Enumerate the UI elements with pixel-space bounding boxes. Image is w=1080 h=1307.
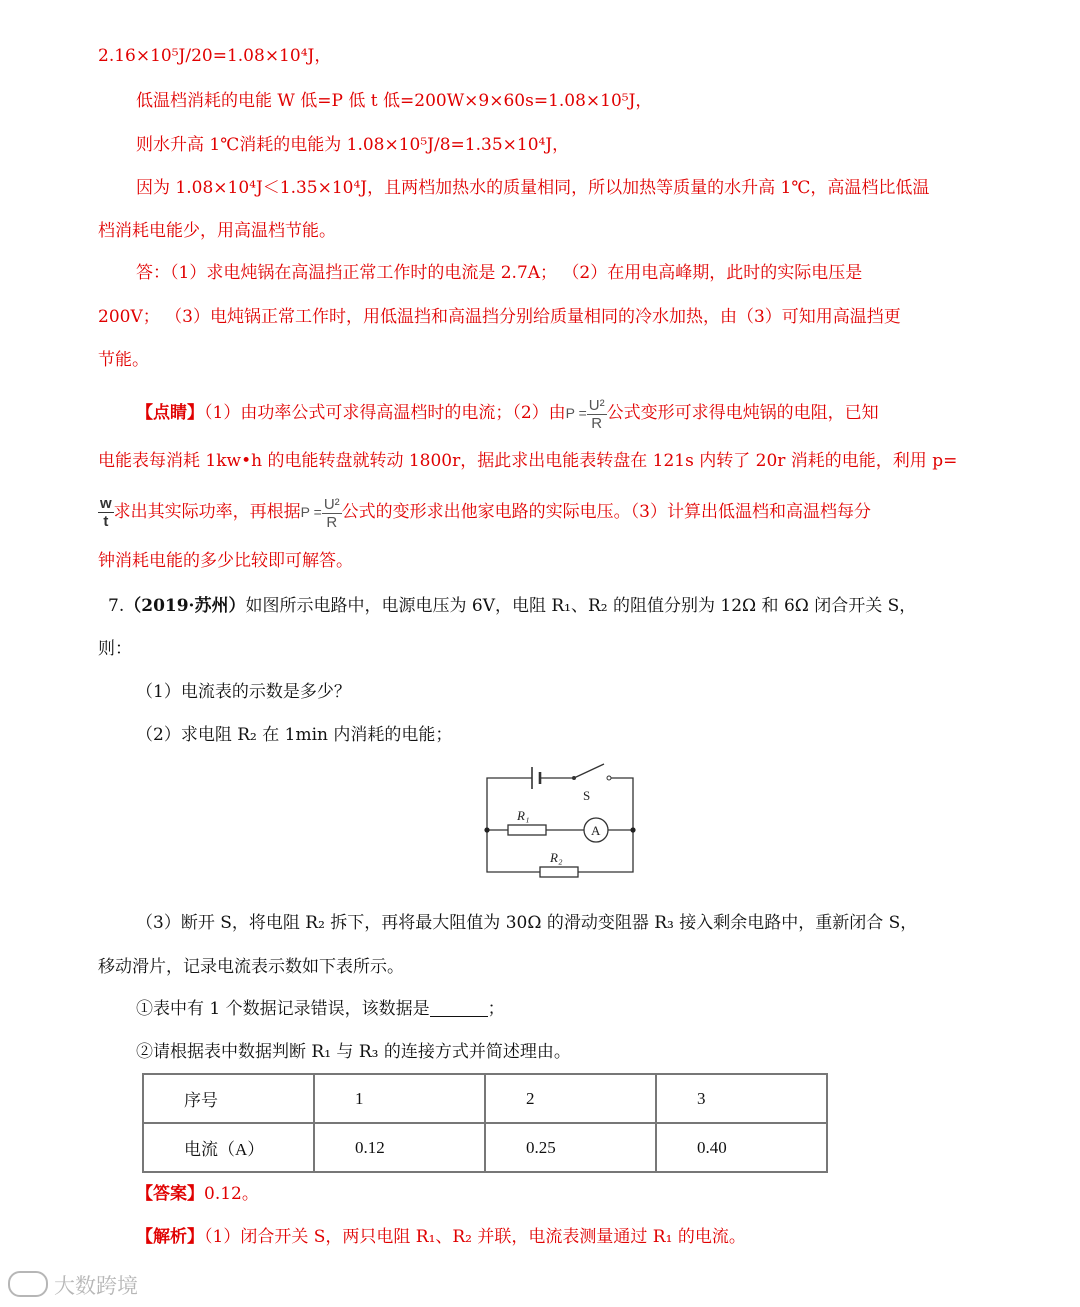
solution-line-1: 2.16×10⁵J/20=1.08×10⁴J， xyxy=(98,46,332,66)
top-wire-right xyxy=(609,778,633,830)
table-cell: 2 xyxy=(485,1074,656,1123)
watermark-logo-icon xyxy=(8,1271,48,1297)
dianjing-line-2: 电能表每消耗 1kw•h 的电能转盘就转动 1800r，据此求出电能表转盘在 121s 内转了 20r 消耗的电能，利用 p= xyxy=(98,451,958,471)
q7-item-2: ②请根据表中数据判断 R₁ 与 R₃ 的连接方式并简述理由。 xyxy=(136,1042,571,1062)
answer-blank xyxy=(430,998,488,1017)
dianjing-text-3b: 公式的变形求出他家电路的实际电压。（3）计算出低温档和高温档每分 xyxy=(341,502,871,522)
dianjing-text-1a: （1）由功率公式可求得高温档时的电流；（2）由 xyxy=(204,403,566,424)
dianjing-line-4: 钟消耗电能的多少比较即可解答。 xyxy=(98,551,353,571)
q7-intro-line-2: 则： xyxy=(98,639,132,659)
junction-left xyxy=(484,827,489,832)
solution-line-4b: 档消耗电能少，用高温档节能。 xyxy=(98,221,336,241)
q7-item-1-end: ； xyxy=(487,999,505,1019)
r2-label: R₂ xyxy=(550,850,563,865)
table-cell: 0.25 xyxy=(485,1123,656,1172)
q7-sub-question-1: （1）电流表的示数是多少？ xyxy=(136,682,351,702)
table-cell: 1 xyxy=(314,1074,485,1123)
watermark xyxy=(8,1270,138,1300)
q7-sub-question-2: （2）求电阻 R₂ 在 1min 内消耗的电能； xyxy=(136,725,453,745)
formula-denominator-2: R xyxy=(326,513,338,531)
answer-text: 0.12。 xyxy=(204,1184,259,1204)
dianjing-tag: 【点睛】 xyxy=(136,403,204,424)
formula-lhs-2: P = xyxy=(300,504,322,520)
solution-line-2: 低温档消耗的电能 W 低=P 低 t 低=200W×9×60s=1.08×10⁵J， xyxy=(136,91,653,111)
formula-denominator: R xyxy=(591,415,603,432)
table-cell: 3 xyxy=(656,1074,827,1123)
ammeter-label: A xyxy=(591,823,601,838)
table-cell: 电流（A） xyxy=(143,1123,314,1172)
q7-source: （2019·苏州） xyxy=(124,596,246,616)
formula-numerator: U² xyxy=(588,397,605,414)
resistor-r1 xyxy=(508,825,546,835)
analysis-line xyxy=(136,1225,746,1249)
power-formula-1 xyxy=(565,397,607,432)
bottom-wire-left xyxy=(487,830,540,872)
switch-label: S xyxy=(583,788,591,803)
answer-summary-c: 节能。 xyxy=(98,350,149,370)
solution-line-4a: 因为 1.08×10⁴J＜1.35×10⁴J，且两档加热水的质量相同，所以加热等质量的水升高 1℃，高温档比低温 xyxy=(136,178,930,198)
switch-contact-right xyxy=(607,776,611,780)
analysis-text: （1）闭合开关 S，两只电阻 R₁、R₂ 并联，电流表测量通过 R₁ 的电流。 xyxy=(204,1227,746,1247)
q7-intro-line-1 xyxy=(108,594,916,618)
dianjing-text-3a: 求出其实际功率，再根据 xyxy=(113,502,301,522)
current-data-table xyxy=(142,1073,828,1173)
formula-lhs: P = xyxy=(565,405,587,422)
fraction-denominator: t xyxy=(103,513,109,530)
analysis-tag: 【解析】 xyxy=(136,1227,204,1247)
junction-right xyxy=(630,827,635,832)
solution-line-3: 则水升高 1℃消耗的电能为 1.08×10⁵J/8=1.35×10⁴J， xyxy=(136,135,570,155)
power-formula-2 xyxy=(300,495,342,531)
dianjing-text-1b: 公式变形可求得电炖锅的电阻，已知 xyxy=(606,403,879,424)
table-cell: 0.40 xyxy=(656,1123,827,1172)
circuit-diagram xyxy=(470,762,650,888)
answer-summary-b: 200V； （3）电炖锅正常工作时，用低温挡和高温挡分别给质量相同的冷水加热，由（3）可知用高温挡更 xyxy=(98,307,901,327)
resistor-r2 xyxy=(540,867,578,877)
q7-sub-question-3b: 移动滑片，记录电流表示数如下表所示。 xyxy=(98,957,404,977)
watermark-text: 大数跨境 xyxy=(54,1274,138,1298)
q7-sub-question-3a: （3）断开 S，将电阻 R₂ 拆下，再将最大阻值为 30Ω 的滑动变阻器 R₃ 接入剩余电路中，重新闭合 S， xyxy=(136,913,918,933)
dianjing-line-3 xyxy=(98,496,871,530)
dianjing-line-1 xyxy=(136,398,879,431)
fraction-numerator: w xyxy=(100,495,112,512)
q7-number: 7. xyxy=(108,596,125,616)
switch-blade xyxy=(574,764,604,778)
table-cell: 序号 xyxy=(143,1074,314,1123)
q7-item-1 xyxy=(136,997,505,1021)
table-data-row xyxy=(143,1123,827,1172)
q7-intro-text: 如图所示电路中，电源电压为 6V，电阻 R₁、R₂ 的阻值分别为 12Ω 和 6Ω 闭合开关 S， xyxy=(245,596,917,616)
switch-contact-left xyxy=(572,776,576,780)
table-header-row xyxy=(143,1074,827,1123)
table-cell: 0.12 xyxy=(314,1123,485,1172)
formula-numerator-2: U² xyxy=(323,495,340,513)
work-time-fraction xyxy=(98,496,114,529)
answer-summary-a: 答：（1）求电炖锅在高温挡正常工作时的电流是 2.7A； （2）在用电高峰期，此时的实际电压是 xyxy=(136,263,863,283)
q7-item-1-text: ①表中有 1 个数据记录错误，该数据是 xyxy=(136,999,430,1019)
r1-label: R₁ xyxy=(517,808,530,823)
answer-line xyxy=(136,1182,259,1206)
answer-tag: 【答案】 xyxy=(136,1184,204,1204)
